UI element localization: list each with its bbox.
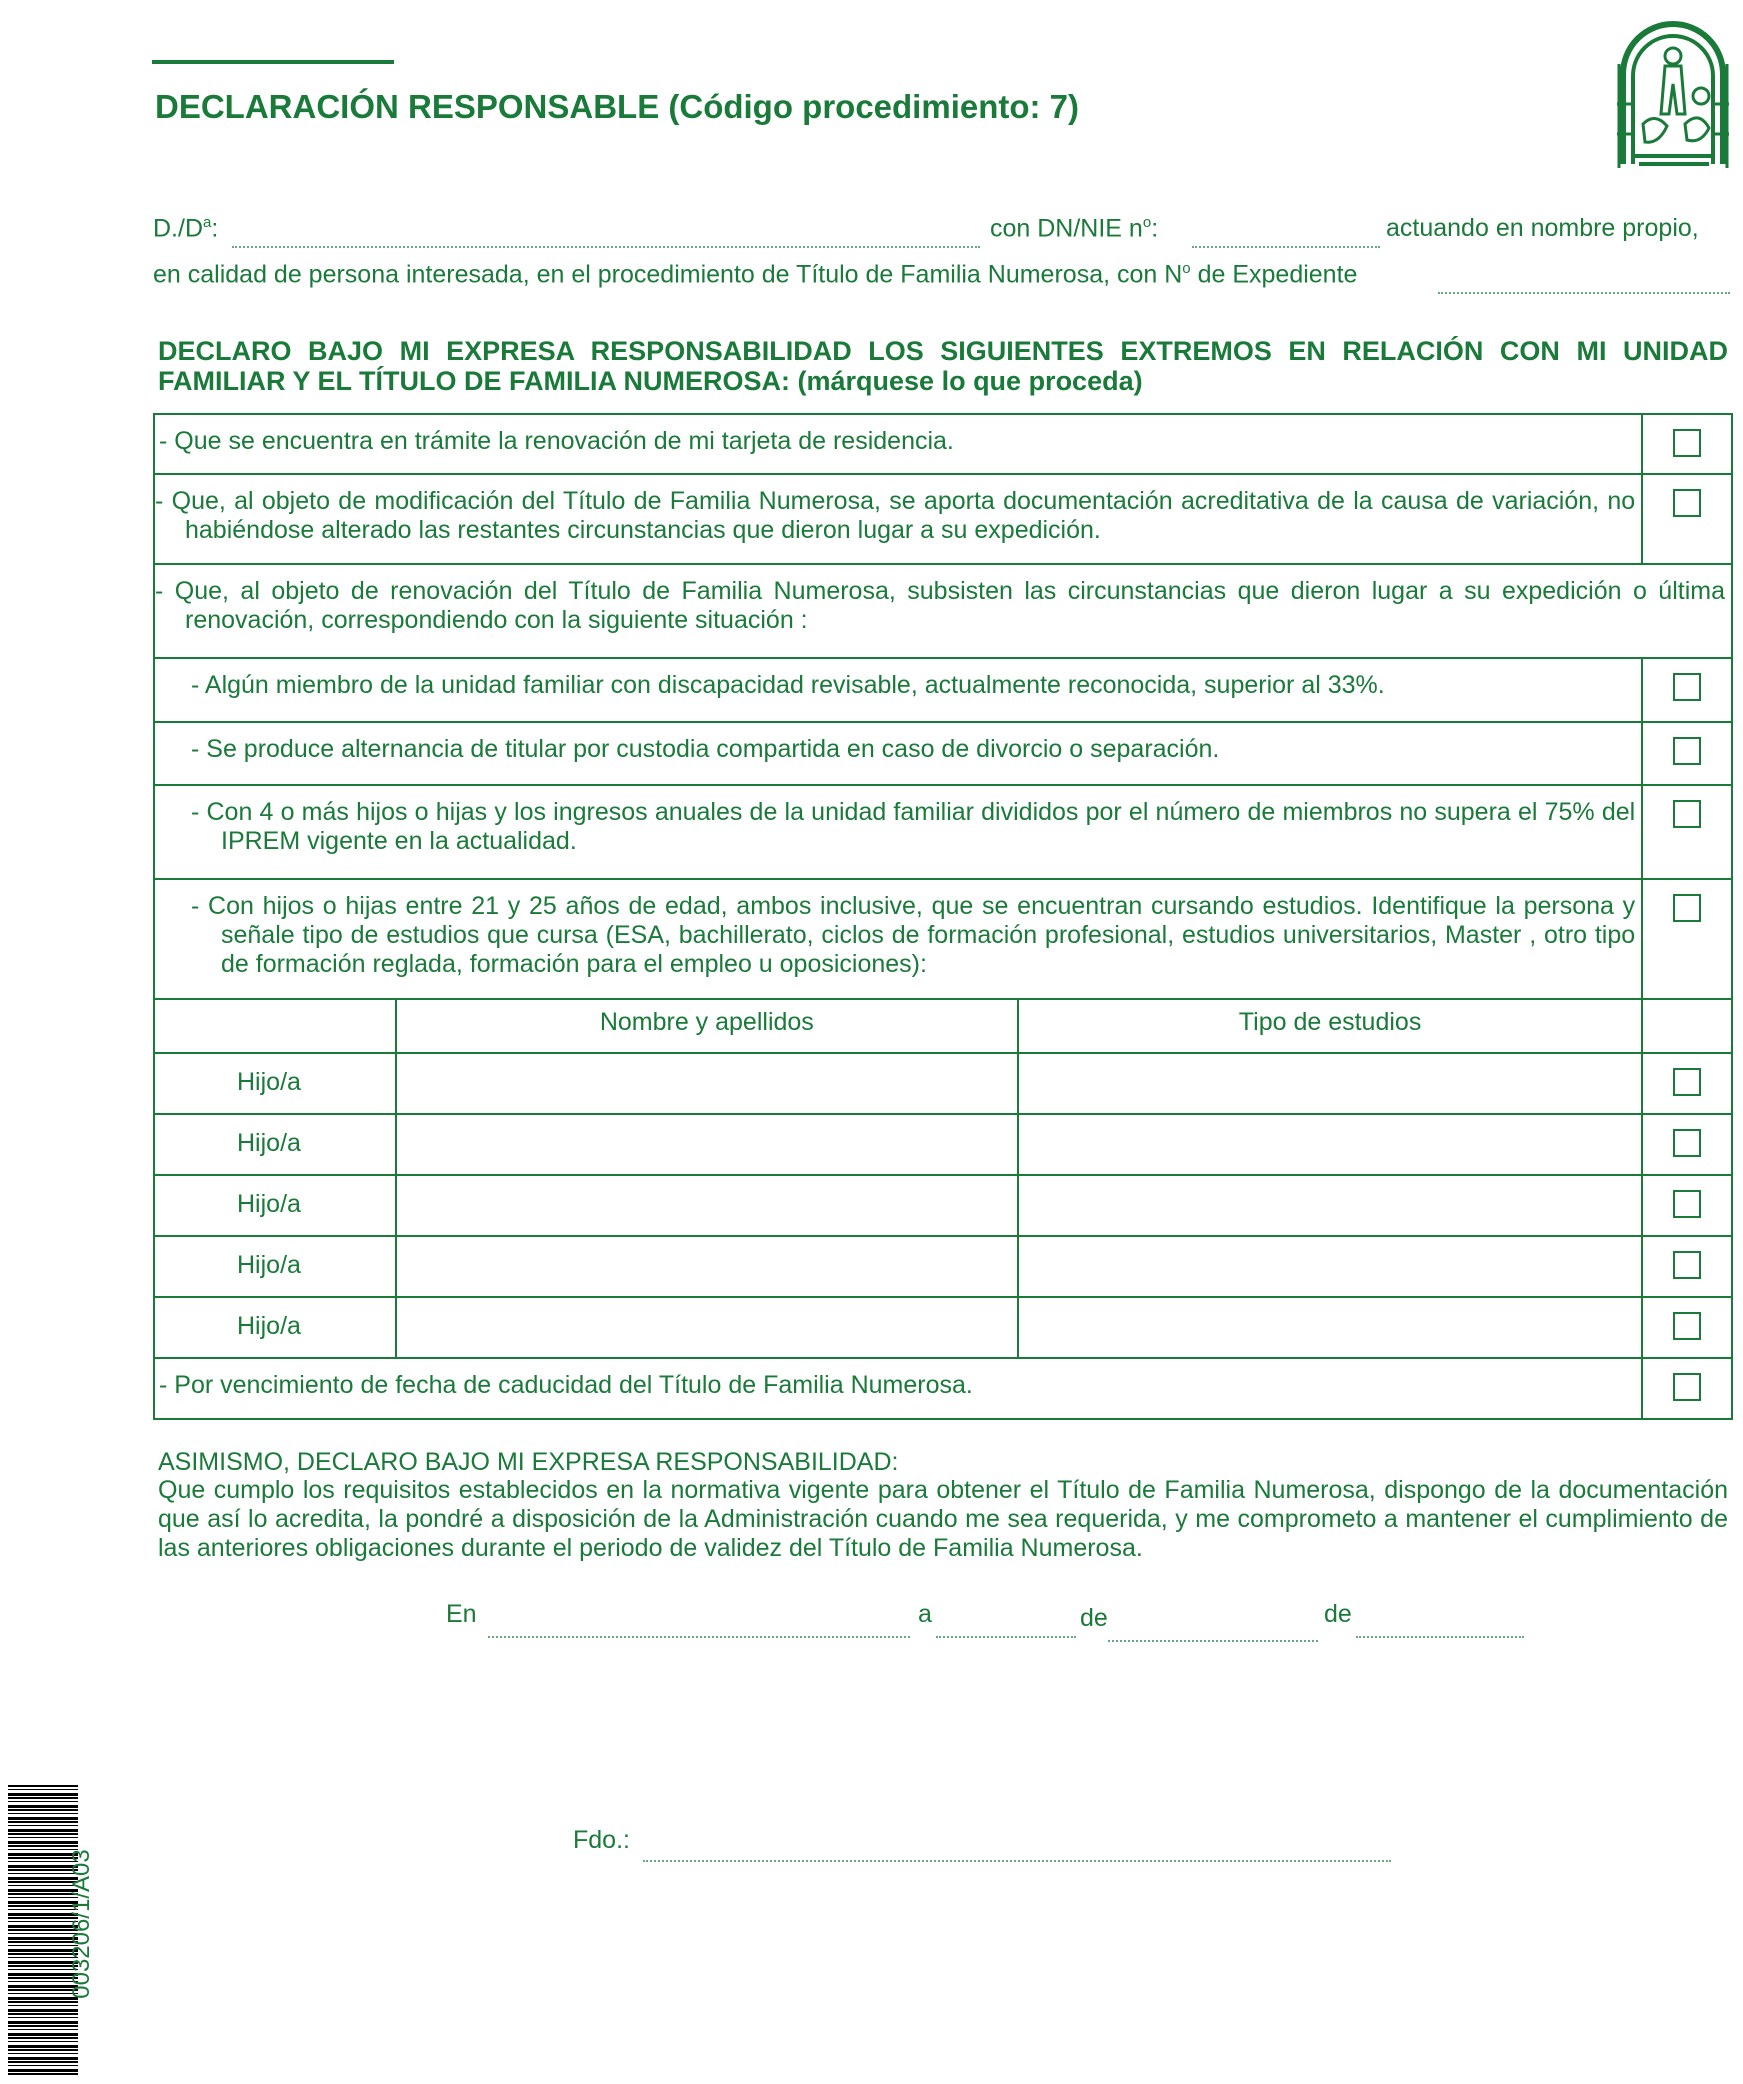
child-row: [154, 1114, 1732, 1175]
checkbox-alternancia[interactable]: [1673, 737, 1701, 765]
declaro-heading-line1: DECLARO BAJO MI EXPRESA RESPONSABILIDAD LOS SIGUIENTES EXTREMOS EN RELACIÓN CON MI UNIDAD: [158, 336, 1728, 366]
dni-label: con DN/NIE $n^o$:: [990, 214, 1159, 243]
item-vencimiento: - Por vencimiento de fecha de caducidad del Título de Familia Numerosa.: [159, 1371, 973, 1399]
checkbox-child-5[interactable]: [1673, 1312, 1701, 1340]
asimismo-heading: ASIMISMO, DECLARO BAJO MI EXPRESA RESPONSABILIDAD:: [158, 1448, 899, 1476]
expediente-field[interactable]: [1438, 292, 1730, 294]
junta-andalucia-logo: [1615, 4, 1731, 170]
item-cuatro-hijos: - Con 4 o más hijos o hijas y los ingresos anuales de la unidad familiar divididos por el número de miembros no supera el 75% del IPREM vigente en la actualidad.: [191, 798, 1636, 855]
child-label: Hijo/a: [237, 1068, 301, 1096]
de-label-2: de: [1324, 1600, 1352, 1628]
quality-text: en calidad de persona interesada, en el procedimiento de Título de Familia Numerosa, con $N^o$ de Expediente: [153, 260, 1358, 289]
item-renovacion-titulo: - Que, al objeto de renovación del Título de Familia Numerosa, subsisten las circunstancias que dieron lugar a su expedición o última renovación, correspondiendo con la siguiente situación :: [155, 577, 1725, 634]
col-tipo-estudios: Tipo de estudios: [1238, 1008, 1422, 1036]
child-name-field[interactable]: [396, 1236, 1018, 1297]
child-row: [154, 1175, 1732, 1236]
item-row: [154, 879, 1732, 999]
item-row: [154, 785, 1732, 879]
checkbox-child-1[interactable]: [1673, 1068, 1701, 1096]
child-name-field[interactable]: [396, 1053, 1018, 1114]
item-row: [154, 1358, 1732, 1419]
item-row: [154, 474, 1732, 564]
checkbox-discapacidad[interactable]: [1673, 673, 1701, 701]
item-renovacion-tarjeta: - Que se encuentra en trámite la renovación de mi tarjeta de residencia.: [159, 427, 954, 455]
page-title: DECLARACIÓN RESPONSABLE (Código procedimiento: 7): [155, 88, 1080, 125]
child-name-field[interactable]: [396, 1297, 1018, 1358]
item-discapacidad: - Algún miembro de la unidad familiar con discapacidad revisable, actualmente reconocida, superior al 33%.: [191, 671, 1385, 699]
place-field[interactable]: [488, 1636, 910, 1638]
fdo-label: Fdo.:: [573, 1826, 630, 1854]
asimismo-text: Que cumplo los requisitos establecidos en la normativa vigente para obtener el Título de Familia Numerosa, dispongo de la documentación que así lo acredita, la pondré a disposición de la Administración cuando me sea requerida, y me comprometo a mantener el cumplimiento de las anteriores obligaciones durante el periodo de validez del Título de Familia Numerosa.: [158, 1476, 1728, 1562]
month-field[interactable]: [1108, 1640, 1318, 1642]
name-label: $D./D^a$:: [153, 214, 219, 243]
child-studies-field[interactable]: [1018, 1114, 1642, 1175]
child-row: [154, 1297, 1732, 1358]
child-name-field[interactable]: [396, 1175, 1018, 1236]
item-modificacion: - Que, al objeto de modificación del Título de Familia Numerosa, se aporta documentación acreditativa de la causa de variación, no habiéndose alterado las restantes circunstancias que dieron lugar a su expedición.: [155, 487, 1636, 544]
checkbox-estudios[interactable]: [1673, 894, 1701, 922]
children-header-row: [154, 999, 1732, 1053]
item-row: [154, 658, 1732, 722]
item-alternancia: - Se produce alternancia de titular por custodia compartida en caso de divorcio o separación.: [191, 735, 1220, 763]
checkbox-modificacion[interactable]: [1673, 489, 1701, 517]
child-label: Hijo/a: [237, 1190, 301, 1218]
child-studies-field[interactable]: [1018, 1175, 1642, 1236]
declaro-heading-line2: FAMILIAR Y EL TÍTULO DE FAMILIA NUMEROSA: (márquese lo que proceda): [158, 366, 1143, 396]
item-row: [154, 414, 1732, 474]
child-label: Hijo/a: [237, 1251, 301, 1279]
child-label: Hijo/a: [237, 1312, 301, 1340]
checkbox-child-3[interactable]: [1673, 1190, 1701, 1218]
signature-field[interactable]: [643, 1860, 1391, 1862]
en-label: En: [446, 1600, 477, 1628]
child-label: Hijo/a: [237, 1129, 301, 1157]
child-row: [154, 1053, 1732, 1114]
checkbox-child-2[interactable]: [1673, 1129, 1701, 1157]
dni-field[interactable]: [1192, 246, 1380, 248]
child-studies-field[interactable]: [1018, 1236, 1642, 1297]
form-code: 003206/1/A03: [68, 1849, 95, 1999]
item-row: [154, 722, 1732, 785]
year-field[interactable]: [1356, 1636, 1524, 1638]
item-estudios: - Con hijos o hijas entre 21 y 25 años de edad, ambos inclusive, que se encuentran cursando estudios. Identifique la persona y señale tipo de estudios que cursa (ESA, bachillerato, ciclos de formación profesional, estudios universitarios, Master , otro tipo de formación reglada, formación para el empleo u oposiciones):: [191, 892, 1636, 978]
checkbox-renovacion-tarjeta[interactable]: [1673, 429, 1701, 457]
day-field[interactable]: [936, 1636, 1076, 1638]
checkbox-cuatro-hijos[interactable]: [1673, 800, 1701, 828]
header-rule: [152, 60, 394, 64]
col-nombre-apellidos: Nombre y apellidos: [599, 1008, 814, 1036]
item-row: [154, 564, 1732, 658]
child-studies-field[interactable]: [1018, 1053, 1642, 1114]
child-name-field[interactable]: [396, 1114, 1018, 1175]
checkbox-vencimiento[interactable]: [1673, 1373, 1701, 1401]
checkbox-child-4[interactable]: [1673, 1251, 1701, 1279]
child-row: [154, 1236, 1732, 1297]
de-label-1: de: [1080, 1604, 1108, 1632]
child-studies-field[interactable]: [1018, 1297, 1642, 1358]
declaration-table: [153, 413, 1733, 1420]
a-label: a: [918, 1600, 932, 1628]
acting-text: actuando en nombre propio,: [1386, 214, 1699, 242]
name-field[interactable]: [232, 246, 980, 248]
